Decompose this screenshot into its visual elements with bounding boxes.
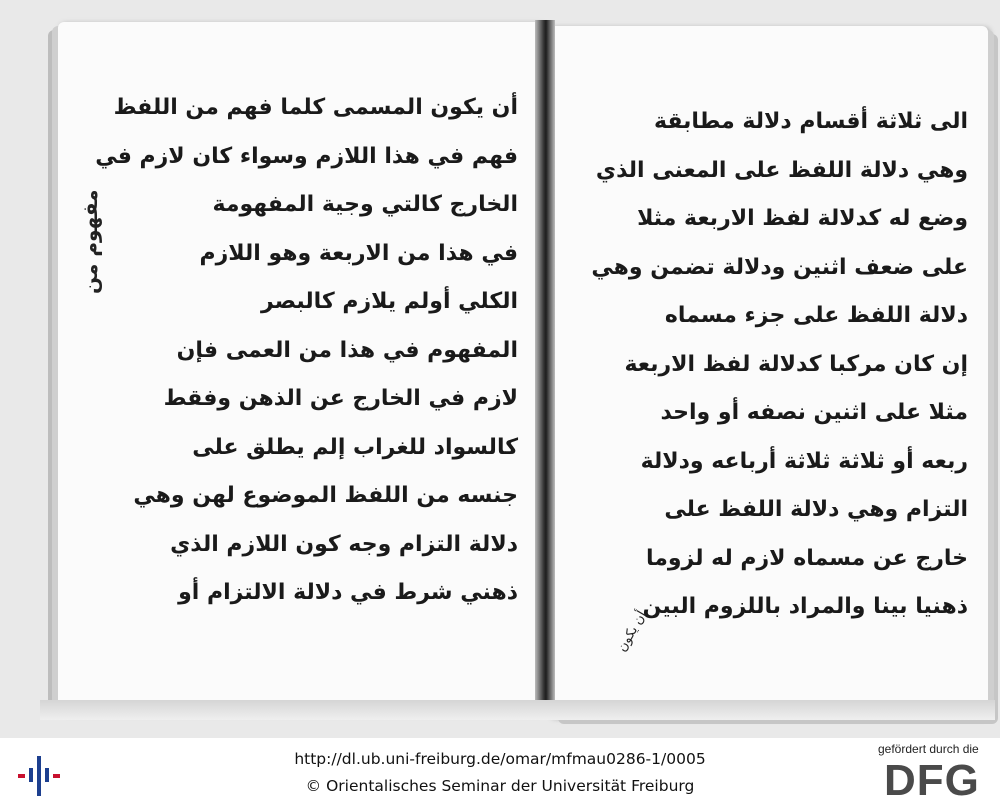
manuscript-line: الى ثلاثة أقسام دلالة مطابقة bbox=[653, 109, 968, 134]
manuscript-line: لازم في الخارج عن الذهن وفقط bbox=[163, 386, 518, 411]
manuscript-line: خارج عن مسماه لازم له لزوما bbox=[645, 545, 968, 571]
footer-text bbox=[180, 746, 820, 800]
right-page-text bbox=[588, 98, 968, 632]
right-page bbox=[548, 26, 988, 716]
manuscript-line: ذهنيا بينا والمراد باللزوم البين bbox=[642, 594, 968, 619]
copyright-notice: © Orientalisches Seminar der Universität Freiburg bbox=[305, 777, 695, 795]
funding-caption: gefördert durch die bbox=[878, 742, 979, 756]
manuscript-line: دلالة اللفظ على جزء مسماه bbox=[664, 303, 968, 328]
footer bbox=[0, 738, 1000, 810]
page-edge-shadow bbox=[40, 700, 995, 720]
manuscript-line: المفهوم في هذا من العمى فإن bbox=[176, 337, 518, 363]
left-page bbox=[58, 22, 544, 712]
manuscript-line: إن كان مركبا كدلالة لفظ الاربعة bbox=[624, 351, 968, 377]
left-page-text bbox=[95, 84, 518, 618]
manuscript-line: دلالة التزام وجه كون اللازم الذي bbox=[170, 531, 518, 557]
manuscript-line: كالسواد للغراب إلم يطلق على bbox=[192, 434, 518, 460]
margin-note: مفهوم من bbox=[78, 189, 102, 294]
manuscript-line: فهم في هذا اللازم وسواء كان لازم في bbox=[95, 143, 518, 169]
dfg-logo: DFG bbox=[884, 756, 980, 805]
manuscript-line: ربعه أو ثلاثة ثلاثة أرباعه ودلالة bbox=[640, 448, 968, 474]
manuscript-line: وهي دلالة اللفظ على المعنى الذي bbox=[595, 157, 968, 183]
source-url[interactable]: http://dl.ub.uni-freiburg.de/omar/mfmau0286-1/0005 bbox=[294, 750, 706, 768]
manuscript-line: وضع له كدلالة لفظ الاربعة مثلا bbox=[637, 206, 968, 231]
university-freiburg-logo-icon bbox=[16, 752, 64, 800]
manuscript-line: مثلا على اثنين نصفه أو واحد bbox=[660, 400, 968, 425]
manuscript-line: الكلي أولم يلازم كالبصر bbox=[261, 289, 518, 314]
book-gutter bbox=[535, 20, 555, 720]
manuscript-line: الخارج كالتي وجية المفهومة bbox=[212, 192, 518, 217]
manuscript-line: التزام وهي دلالة اللفظ على bbox=[664, 497, 968, 522]
manuscript-line: ذهني شرط في دلالة الالتزام أو bbox=[178, 580, 518, 605]
manuscript-line: على ضعف اثنين ودلالة تضمن وهي bbox=[591, 254, 968, 280]
manuscript-line: جنسه من اللفظ الموضوع لهن وهي bbox=[133, 483, 518, 508]
manuscript-line: أن يكون المسمى كلما فهم من اللفظ bbox=[113, 95, 518, 120]
manuscript-line: في هذا من الاربعة وهو اللازم bbox=[199, 240, 518, 266]
catchword: أن يكون bbox=[614, 608, 650, 655]
